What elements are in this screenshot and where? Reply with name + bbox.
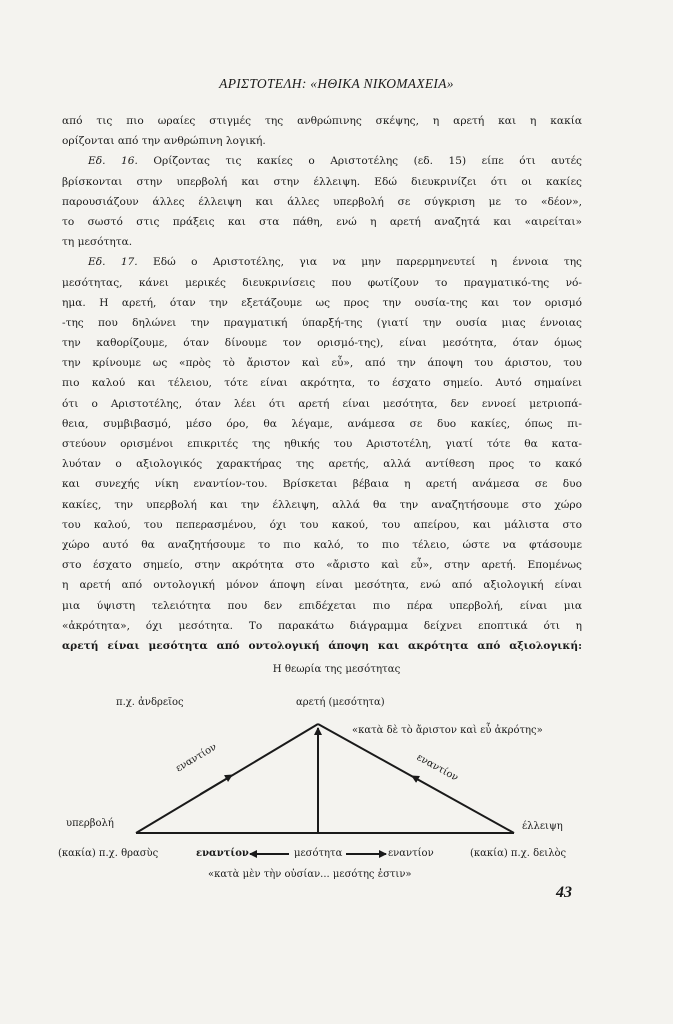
- section-label-ed17: Εδ. 17.: [88, 256, 138, 269]
- text-line: την καθορίζουμε, όταν δίνουμε τον ορισμό-της), είναι μεσότητα, όταν όμως: [62, 337, 582, 350]
- text-line: την κρίνουμε ως «πρὸς τὸ ἄριστον καὶ εὖ», από την άποψη του άριστου, του: [62, 357, 582, 370]
- text-line: Εδώ ο Αριστοτέλης, για να μην παρερμηνευτεί η έννοια της: [153, 256, 582, 269]
- example-rash: (κακία) π.χ. θρασὺς: [58, 848, 159, 859]
- left-edge-arrow: [200, 775, 232, 794]
- vertex-excess: υπερβολή: [66, 818, 114, 829]
- text-line: παρουσιάζουν άλλες έλλειψη και άλλες υπερβολή σε σύγκριση με το «δέον»,: [62, 195, 582, 208]
- text-line: θεια, συμβιβασμό, μέσο όρο, θα λέγαμε, ανάμεσα σε δυο κακίες, όπως πι-: [62, 417, 582, 430]
- text-line: πιο καλού και τέλειου, τότε είναι ακρότητα, το έσχατο σημείο. Αυτό σημαίνει: [62, 377, 582, 390]
- mean-theory-diagram: [0, 688, 673, 888]
- paragraph-ed17: [62, 252, 582, 272]
- against-left: εναντίον: [196, 848, 249, 859]
- vertex-deficiency: έλλειψη: [522, 821, 563, 832]
- text-line: του καλού, του πεπερασμένου, όχι του κακού, του απείρου, και μάλιστα στο: [62, 518, 582, 531]
- text-line: ότι ο Αριστοτέλης, όταν λέει ότι αρετή είναι μεσότητα, δεν εννοεί μετριοπά-: [62, 397, 582, 410]
- text-line: αρετή είναι μεσότητα από οντολογική άποψη και ακρότητα από αξιολογική:: [62, 639, 582, 652]
- text-line: και συνεχής νίκη εναντίον-του. Βρίσκεται βέβαια η αρετή ανάμεσα σε δυο: [62, 478, 582, 491]
- right-edge-label: εναντίον: [414, 752, 460, 784]
- example-coward: (κακία) π.χ. δειλὸς: [470, 848, 567, 859]
- text-line: κακίες, την υπερβολή και την έλλειψη, αλλά θα την αναζητήσουμε στο χώρο: [62, 498, 582, 511]
- body-text: [62, 111, 582, 656]
- diagram-title: Η θεωρία της μεσότητας: [272, 664, 401, 675]
- page-number: 43: [556, 884, 572, 901]
- right-edge-arrow: [412, 776, 444, 794]
- text-line: μια ύψιστη τελειότητα που δεν επιδέχεται πιο πέρα υπερβολή, είναι μια: [62, 599, 582, 612]
- text-line: από τις πιο ωραίες στιγμές της ανθρώπινης σκέψης, η αρετή και η κακία: [62, 115, 582, 127]
- against-right: εναντίον: [388, 848, 434, 859]
- right-quote: «κατὰ δὲ τὸ ἄριστον καὶ εὖ ἀκρότης»: [352, 725, 543, 736]
- paragraph-ed16: [62, 151, 582, 171]
- apex-label: αρετή (μεσότητα): [296, 697, 385, 708]
- text-line: -της που δηλώνει την πραγματική ύπαρξή-της (γιατί την ουσία μιας έννοιας: [62, 316, 582, 329]
- left-edge-label: εναντίον: [174, 741, 219, 775]
- text-line: στο έσχατο σημείο, στην ακρότητα στο «ἄριστο καὶ εὖ», στην αρετή. Επομένως: [62, 559, 582, 572]
- running-header: ΑΡΙΣΤΟΤΕΛΗ: «ΗΘΙΚΑ ΝΙΚΟΜΑΧΕΙΑ»: [219, 76, 454, 91]
- text-line: τη μεσότητα.: [62, 236, 133, 249]
- text-line: στεύουν ορισμένοι επικριτές της ηθικής του Αριστοτέλη, γιατί τότε θα κατα-: [62, 438, 582, 450]
- text-line: χώρο αυτό θα αναζητήσουμε το πιο καλό, το πιο τέλειο, ώστε να φτάσουμε: [62, 538, 582, 551]
- mean-label: μεσότητα: [294, 848, 343, 859]
- text-line: «ἀκρότητα», όχι μεσότητα. Το παρακάτω διάγραμμα δείχνει εποπτικά ότι η: [62, 619, 582, 632]
- text-line: μεσότητας, κάνει μερικές διευκρινίσεις που φωτίζουν το πραγματικό-της νό-: [62, 276, 582, 289]
- example-brave: π.χ. ἀνδρεῖος: [116, 697, 184, 708]
- text-line: βρίσκονται στην υπερβολή και στην έλλειψη. Εδώ διευκρινίζει ότι οι κακίες: [62, 175, 582, 188]
- bottom-quote: «κατὰ μὲν τὴν οὐσίαν... μεσότης ἐστιν»: [208, 869, 412, 880]
- text-line: ορίζονται από την ανθρώπινη λογική.: [62, 135, 266, 148]
- text-line: Ορίζοντας τις κακίες ο Αριστοτέλης (εδ. 15) είπε ότι αυτές: [153, 155, 582, 168]
- text-line: ημα. Η αρετή, όταν την εξετάζουμε ως προς την ουσία-της και τον ορισμό: [62, 296, 582, 309]
- text-line: το σωστό στις πράξεις και στα πάθη, ενώ η αρετή αναζητά και «αιρείται»: [62, 215, 582, 228]
- section-label-ed16: Εδ. 16.: [88, 155, 138, 168]
- text-line: λυόταν ο αξιολογικός χαρακτήρας της αρετής, αλλά αντίθεση προς το κακό: [62, 458, 582, 471]
- text-line: η αρετή από οντολογική μόνον άποψη είναι μεσότητα, ενώ από αξιολογική είναι: [62, 579, 582, 592]
